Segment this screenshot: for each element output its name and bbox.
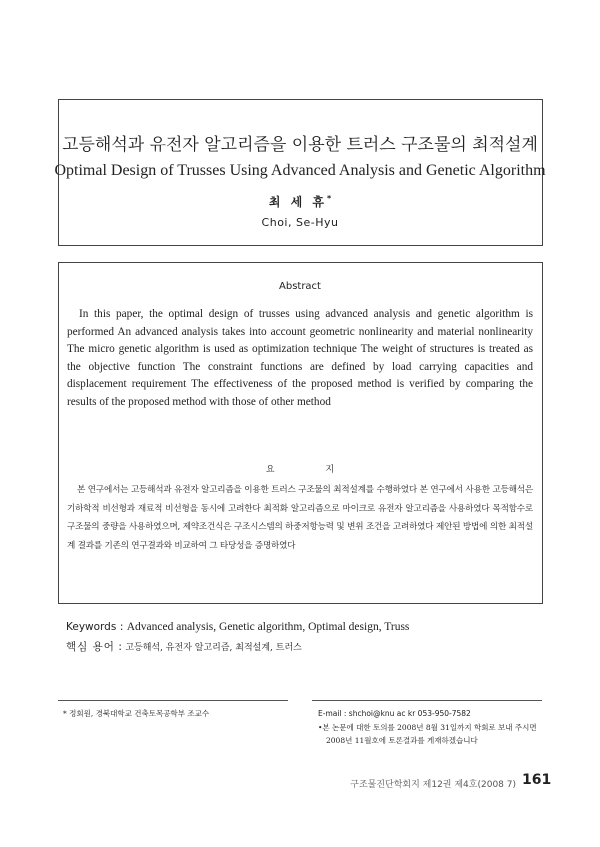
keywords-row <box>66 620 409 633</box>
discussion-note: •본 논문에 대한 토의를 2008년 8월 31일까지 학회로 보내 주시면 2008년 11월호에 토론결과를 게재하겠습니다 <box>318 722 537 745</box>
page-number: 161 <box>522 772 552 788</box>
keywords-label: Keywords <box>66 621 117 633</box>
abstract-english-text: In this paper, the optimal design of trusses using advanced analysis and genetic algorithm is performed An advanced analysis takes into account geometric nonlinearity and material nonlinearity The micro genetic algorithm is used as optimization technique The weight of structures is treated as the objective function The constraint functions are defined by load carrying capacities and displacement requirement The effectiveness of the proposed method is verified by comparing the results of the proposed method with those of other method <box>67 308 533 408</box>
footnote-rule-right <box>312 700 542 701</box>
author-korean-name: 최 세 휴 <box>268 195 327 209</box>
keywords-ko-label: 핵심 용어 <box>66 641 115 653</box>
author-marker: * <box>326 194 332 203</box>
author-affiliation-footnote: * 정회원, 경북대학교 건축토목공학부 조교수 <box>63 709 210 718</box>
journal-info: 구조물진단학회지 제12권 제4호(2008 7) <box>350 780 516 790</box>
keywords-ko-row <box>66 639 302 654</box>
keywords-colon: : <box>119 621 127 633</box>
author-english: Choi, Se-Hyu <box>261 216 339 229</box>
keywords-ko-colon: : <box>118 641 126 653</box>
author-korean <box>0 193 600 210</box>
keywords-ko-value: 고등해석, 유전자 알고리즘, 최적설계, 트러스 <box>125 643 302 653</box>
keywords-value: Advanced analysis, Genetic algorithm, Optimal design, Truss <box>126 621 410 633</box>
yoji-heading: 요 지 <box>265 465 359 475</box>
email-line: E-mail : shchoi@knu ac kr 053-950-7582 <box>318 709 471 718</box>
abstract-korean-text: 본 연구에서는 고등해석과 유전자 알고리즘을 이용한 트러스 구조물의 최적설계를 수행하였다 본 연구에서 사용한 고등해석은 기하학적 비선형과 재료적 비선형을 동시에 고려한다 최적화 알고리즘으로 마이크로 유전자 알고리즘을 사용하였다 목적함수로 구조물의 중량을 사용하였으며, 제약조건식은 구조시스템의 하중저항능력 및 변위 조건을 고려하였다 제안된 방법에 의한 최적설계 결과를 기존의 연구결과와 비교하여 그 타당성을 증명하였다 <box>67 485 533 551</box>
title-english: Optimal Design of Trusses Using Advanced Analysis and Genetic Algorithm <box>54 162 546 179</box>
correspondence-footnote <box>318 707 543 748</box>
footnote-rule-left <box>58 700 288 701</box>
title-korean: 고등해석과 유전자 알고리즘을 이용한 트러스 구조물의 최적설계 <box>62 135 538 155</box>
abstract-heading: Abstract <box>279 281 321 292</box>
